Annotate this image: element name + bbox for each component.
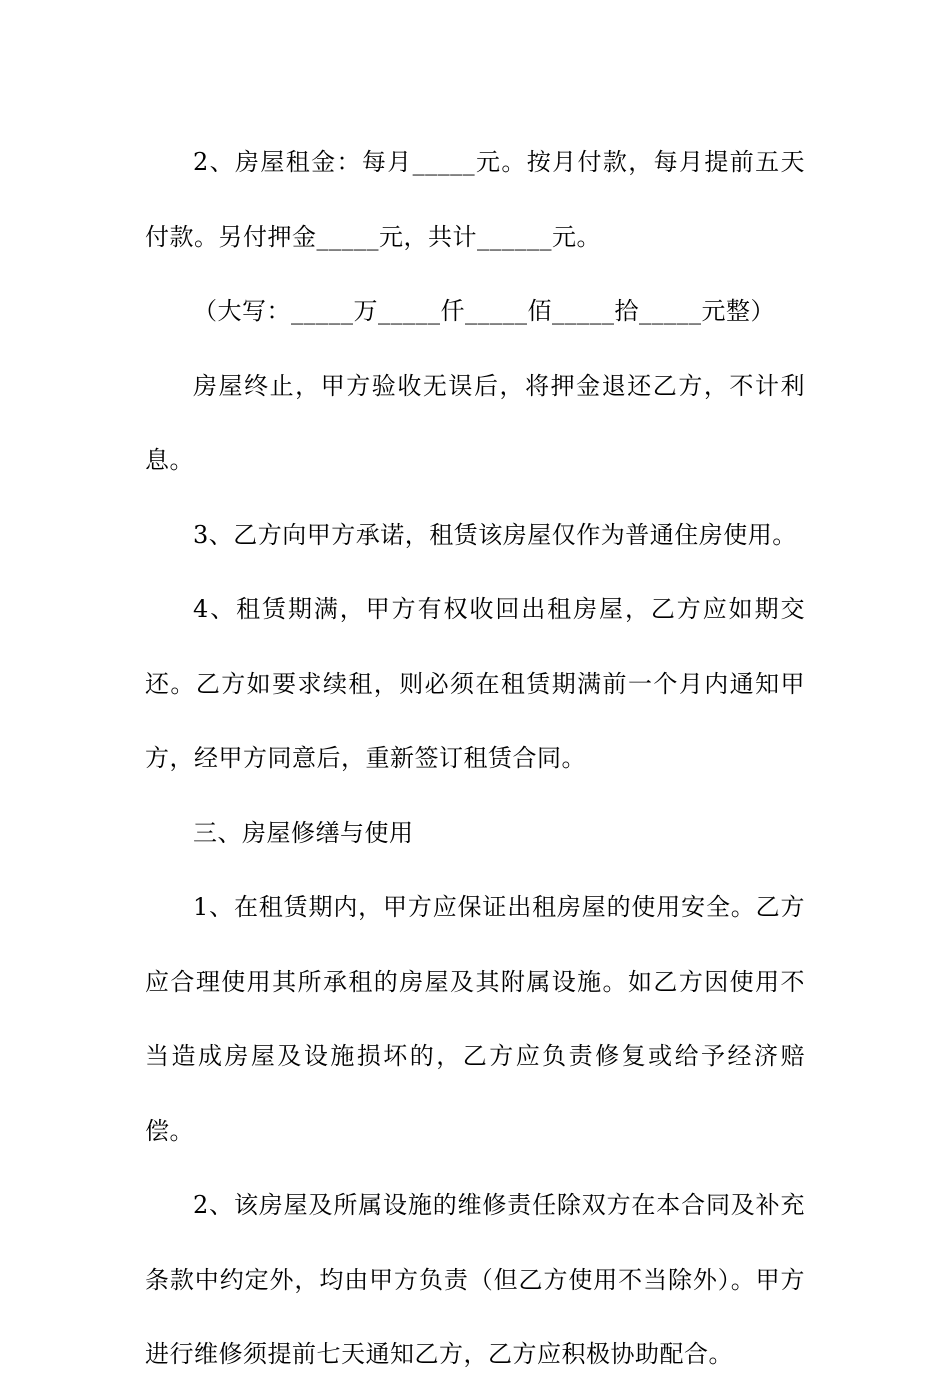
section-heading-repair-use: 三、房屋修缮与使用 xyxy=(193,818,414,847)
clause-safety-use: 1、在租赁期内，甲方应保证出租房屋的使用安全。乙方应合理使用其所承租的房屋及其附属设施。如乙方因使用不当造成房屋及设施损坏的，乙方应负责修复或给予经济赔偿。 xyxy=(145,893,805,1145)
clause-lease-expiry: 4、租赁期满，甲方有权收回出租房屋，乙方应如期交还。乙方如要求续租，则必须在租赁期满前一个月内通知甲方，经甲方同意后，重新签订租赁合同。 xyxy=(145,595,805,772)
clause-rent: 2、房屋租金：每月_____元。按月付款，每月提前五天付款。另付押金_____元，共计______元。 xyxy=(145,148,805,251)
clause-usage-promise: 3、乙方向甲方承诺，租赁该房屋仅作为普通住房使用。 xyxy=(193,520,797,549)
clause-maintenance: 2、该房屋及所属设施的维修责任除双方在本合同及补充条款中约定外，均由甲方负责（但乙方使用不当除外）。甲方进行维修须提前七天通知乙方，乙方应积极协助配合。 xyxy=(145,1191,805,1368)
clause-rent-uppercase-amount: （大写：_____万_____仟_____佰_____拾_____元整） xyxy=(193,297,775,325)
document-body xyxy=(145,125,805,1392)
clause-deposit-refund: 房屋终止，甲方验收无误后，将押金退还乙方，不计利息。 xyxy=(145,371,805,474)
